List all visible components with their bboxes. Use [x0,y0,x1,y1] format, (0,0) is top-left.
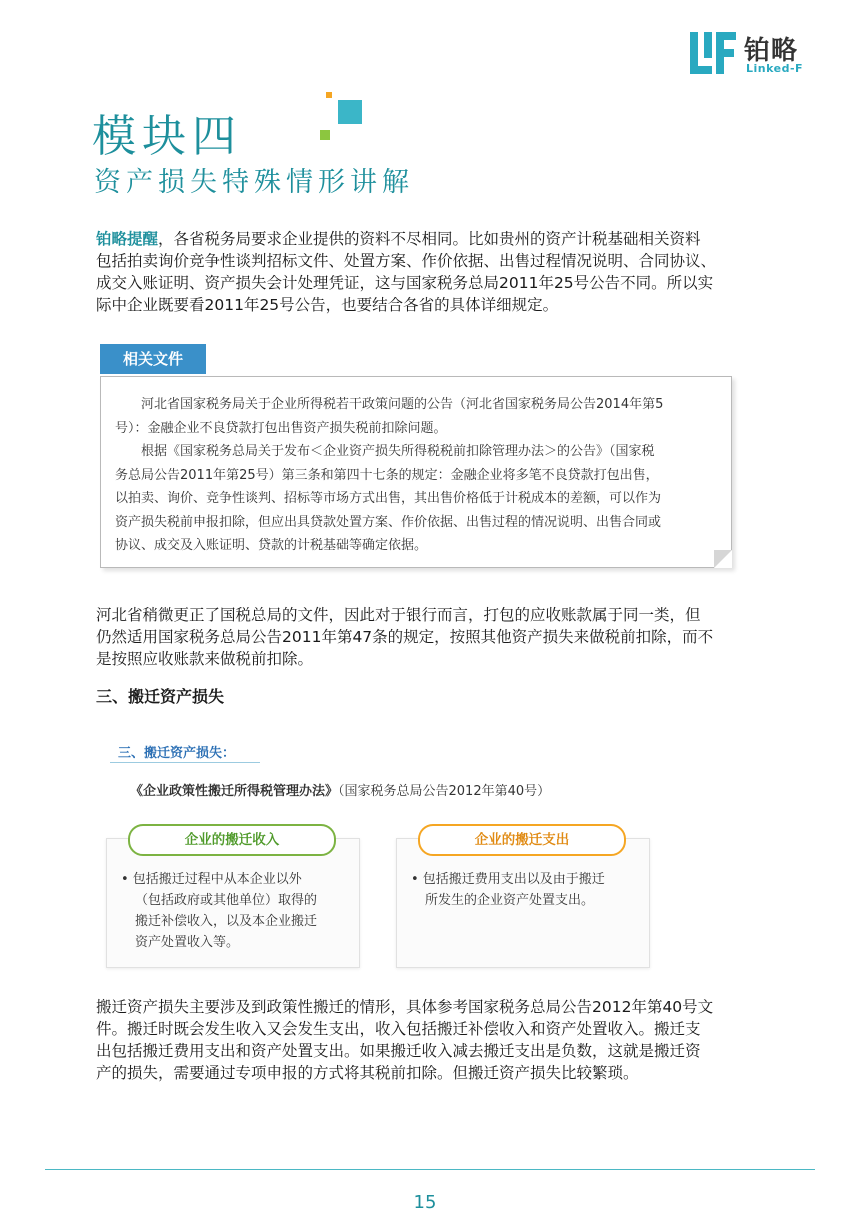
related-docs-line: 协议、成交及入账证明、贷款的计税基础等确定依据。 [115,538,428,553]
footer-divider [45,1169,815,1170]
relocation-expense-card [396,838,650,968]
logo-name-cn: 铂略 [744,36,799,66]
related-docs-line: 资产损失税前申报扣除，但应出具贷款处置方案、作价依据、出售过程的情况说明、出售合同或 [115,514,662,530]
related-docs-tab: 相关文件 [100,344,206,374]
policy-name: 《企业政策性搬迁所得税管理办法》 [130,784,339,799]
relocation-income-card [106,838,360,968]
module-title: 模块四 [92,111,242,162]
expense-card-text: • 包括搬迁费用支出以及由于搬迁 所发生的企业资产处置支出。 [411,872,605,908]
para-line: 出包括搬迁费用支出和资产处置支出。如果搬迁收入减去搬迁支出是负数，这就是搬迁资 [96,1042,701,1060]
module-subtitle: 资产损失特殊情形讲解 [94,167,414,198]
related-docs-box [100,376,732,568]
para-line: 搬迁资产损失主要涉及到政策性搬迁的情形，具体参考国家税务总局公告2012年第40号文 [96,998,714,1016]
decorative-squares [318,88,368,144]
related-docs-line: 河北省国家税务局关于企业所得税若干政策问题的公告（河北省国家税务局公告2014年第5 [115,397,664,412]
para-line: 产的损失，需要通过专项申报的方式将其税前扣除。但搬迁资产损失比较繁琐。 [96,1064,639,1082]
logo-name-en: Linked-F [746,62,804,75]
para-line: 是按照应收账款来做税前扣除。 [96,650,314,668]
hebei-paragraph [96,604,786,670]
para-line: 河北省稍微更正了国税总局的文件，因此对于银行而言，打包的应收账款属于同一类，但 [96,606,701,624]
related-docs-line: 以拍卖、询价、竞争性谈判、招标等市场方式出售，其出售价格低于计税成本的差额，可以作为 [115,491,662,506]
relocation-paragraph [96,996,786,1084]
reminder-highlight: 铂略提醒 [96,230,159,248]
brand-logo [690,30,820,78]
related-docs-line: 号）：金融企业不良贷款打包出售资产损失税前扣除问题。 [115,420,447,436]
figure-title-underline [110,762,260,763]
intro-line: 际中企业既要看2011年25号公告，也要结合各省的具体详细规定。 [96,296,559,314]
section-heading: 三、搬迁资产损失 [96,687,225,706]
related-docs-line: 根据《国家税务总局关于发布＜企业资产损失所得税税前扣除管理办法＞的公告》（国家税 [115,444,655,459]
expense-card-title: 企业的搬迁支出 [418,824,626,856]
para-line: 仍然适用国家税务总局公告2011年第47条的规定，按照其他资产损失来做税前扣除，而不 [96,628,714,646]
intro-paragraph [96,228,786,316]
income-card-title: 企业的搬迁收入 [128,824,336,856]
income-card-text: • 包括搬迁过程中从本企业以外 （包括政府或其他单位）取得的 搬迁补偿收入，以及本企业搬迁 资产处置收入等。 [121,872,318,950]
intro-line: 成交入账证明、资产损失会计处理凭证，这与国家税务总局2011年25号公告不同。所以实 [96,274,714,292]
page-number: 15 [413,1192,437,1213]
policy-ref: （国家税务总局公告2012年第40号） [338,784,551,799]
policy-title [130,780,550,799]
intro-line: 铂略提醒，各省税务局要求企业提供的资料不尽相同。比如贵州的资产计税基础相关资料 [96,230,701,248]
related-docs-text [115,393,713,558]
related-docs-line: 务总局公告2011年第25号）第三条和第四十七条的规定：金融企业将多笔不良贷款打包出售， [115,467,659,483]
figure-title: 三、搬迁资产损失： [118,746,236,761]
intro-line: 包括拍卖询价竞争性谈判招标文件、处置方案、作价依据、出售过程情况说明、合同协议、 [96,252,717,270]
page-fold-corner [714,550,732,568]
logo-mark-icon [690,32,736,74]
para-line: 件。搬迁时既会发生收入又会发生支出，收入包括搬迁补偿收入和资产处置收入。搬迁支 [96,1020,701,1038]
